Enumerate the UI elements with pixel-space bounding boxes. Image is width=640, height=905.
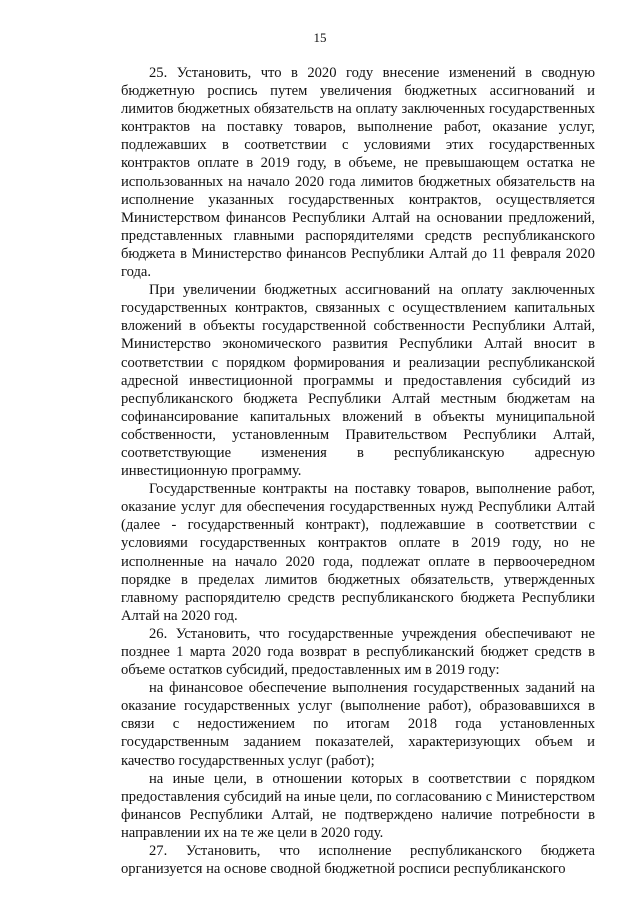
paragraph-state-contracts: Государственные контракты на поставку товаров, выполнение работ, оказание услуг для обеспечения государственных нужд Республики Алтай (далее - государственный контракт), подлежавшие в соответствии с условиями государственных контрактов оплате в 2019 году, но не исполненные на начало 2020 года, подлежат оплате в первоочередном порядке в пределах лимитов бюджетных обязательств, утвержденных главному распорядителю средств республиканского бюджета Республики Алтай на 2020 год.	[121, 481, 595, 624]
paragraph-other-purposes: на иные цели, в отношении которых в соответствии с порядком предоставления субсидий на иные цели, по согласованию с Министерством финансов Республики Алтай, не подтверждено наличие потребности в направлении их на те же цели в 2020 году.	[121, 770, 595, 841]
paragraph-27: 27. Установить, что исполнение республиканского бюджета организуется на основе сводной бюджетной росписи республиканского	[121, 843, 595, 878]
paragraph-state-assignments: на финансовое обеспечение выполнения государственных заданий на оказание государственных услуг (выполнение работ), образовавшихся в связи с недостижением по итогам 2018 года установленных государственным заданием показателей, характеризующих объем и качество государственных услуг (работ);	[121, 680, 595, 769]
paragraph-25: 25. Установить, что в 2020 году внесение изменений в сводную бюджетную роспись путем увеличения бюджетных ассигнований и лимитов бюджетных обязательств на оплату заключенных государственных контрактов на поставку товаров, выполнение работ, оказание услуг, подлежавших в соответствии с условиями этих государственных контрактов оплате в 2019 году, в объеме, не превышающем остатка не использованных на начало 2020 года лимитов бюджетных обязательств на исполнение указанных государственных контрактов, осуществляется Министерством финансов Республики Алтай на основании предложений, представленных главными распорядителями средств республиканского бюджета в Министерство финансов Республики Алтай до 11 февраля 2020 года.	[121, 65, 595, 281]
page-number: 15	[313, 30, 327, 45]
paragraph-capital-investments: При увеличении бюджетных ассигнований на оплату заключенных государственных контрактов, связанных с осуществлением капитальных вложений в объекты государственной собственности Республики Алтай, Министерство экономического развития Республики Алтай вносит в соответствии с порядком формирования и реализации республиканской адресной инвестиционной программы и предоставления субсидий из республиканского бюджета Республики Алтай местным бюджетам на софинансирование капитальных вложений в объекты муниципальной собственности, установленным Правительством Республики Алтай, соответствующие изменения в республиканскую адресную инвестиционную программу.	[121, 282, 595, 480]
paragraph-26: 26. Установить, что государственные учреждения обеспечивают не позднее 1 марта 2020 года возврат в республиканский бюджет средств в объеме остатков субсидий, предоставленных им в 2019 году:	[121, 625, 595, 679]
document-body	[121, 64, 595, 878]
